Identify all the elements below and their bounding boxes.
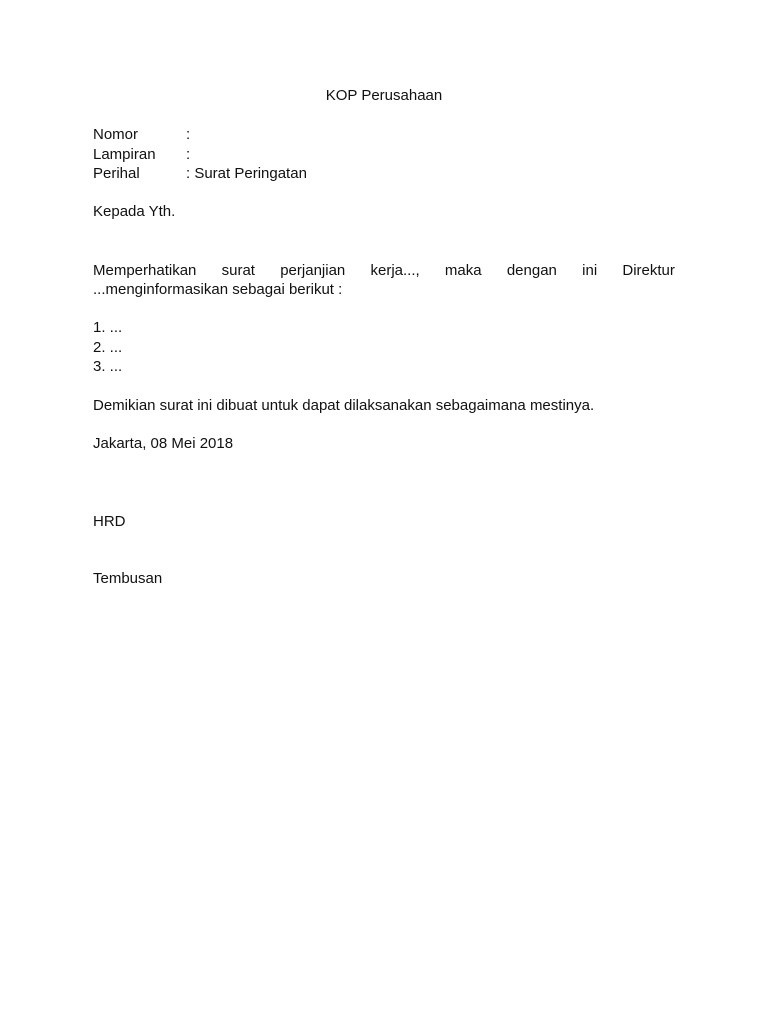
place-date: Jakarta, 08 Mei 2018: [93, 435, 234, 452]
meta-value-perihal: : Surat Peringatan: [186, 165, 307, 182]
signatory: HRD: [93, 513, 126, 530]
body-word: perjanjian: [280, 262, 346, 279]
meta-label-nomor: Nomor: [93, 126, 139, 143]
body-word: Direktur: [622, 262, 675, 279]
salutation: Kepada Yth.: [93, 203, 176, 220]
body-word: dengan: [506, 262, 557, 279]
meta-value-nomor: :: [186, 126, 191, 143]
meta-label-lampiran: Lampiran: [93, 146, 156, 163]
body-word: Memperhatikan: [93, 262, 197, 279]
copy-to-label: Tembusan: [93, 570, 163, 587]
meta-label-perihal: Perihal: [93, 165, 140, 182]
list-item-3: 3. ...: [93, 358, 123, 375]
body-paragraph-line2: ...menginformasikan sebagai berikut :: [93, 281, 343, 298]
body-word: maka: [444, 262, 482, 279]
body-word: ini: [582, 262, 598, 279]
meta-value-lampiran: :: [186, 146, 191, 163]
list-item-1: 1. ...: [93, 319, 123, 336]
body-word: kerja...,: [370, 262, 420, 279]
body-word: surat: [221, 262, 255, 279]
body-paragraph-line1: [93, 261, 675, 280]
list-item-2: 2. ...: [93, 339, 123, 356]
closing-sentence: Demikian surat ini dibuat untuk dapat dilaksanakan sebagaimana mestinya.: [93, 397, 595, 414]
letterhead-title: KOP Perusahaan: [325, 87, 443, 104]
